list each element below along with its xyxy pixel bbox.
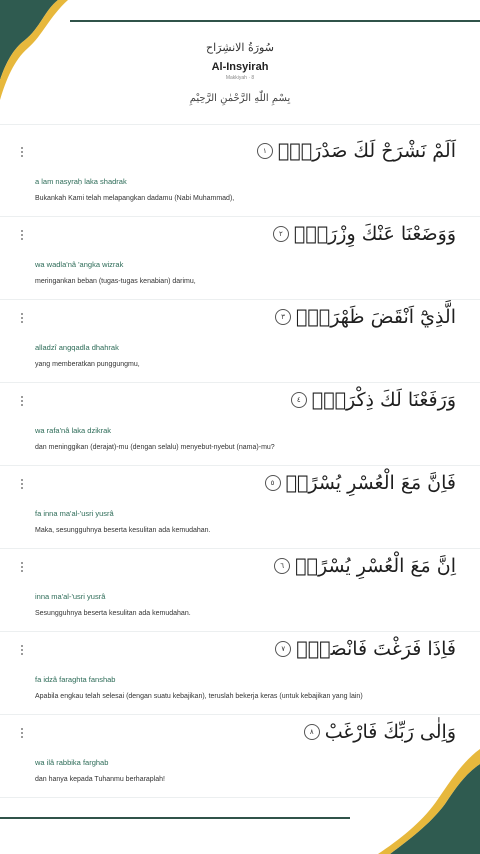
more-options-icon[interactable] [19, 479, 25, 491]
ayah-arabic [273, 223, 456, 245]
ayah-translation: Sesungguhnya beserta kesulitan ada kemudahan. [35, 610, 191, 617]
basmala: بِسْمِ اللّٰهِ الرَّحْمٰنِ الرَّحِيْمِ [189, 93, 291, 104]
ayah-arabic-text: وَاِلٰى رَبِّكَ فَارْغَبْ [324, 721, 456, 743]
ayah-item[interactable] [0, 383, 480, 465]
ayah-item[interactable] [0, 134, 480, 216]
frame-top-line [70, 20, 480, 22]
ayah-item[interactable] [0, 217, 480, 299]
ayah-transliteration: alladzî angqadla dhahrak [35, 343, 119, 352]
ayah-item[interactable] [0, 300, 480, 382]
ayah-transliteration: fa idzâ faraghta fanshab [35, 675, 116, 684]
more-options-icon[interactable] [19, 147, 25, 159]
ayah-item[interactable] [0, 466, 480, 548]
ayah-number-icon: ٧ [275, 641, 291, 657]
ayah-arabic [265, 472, 456, 494]
more-options-icon[interactable] [19, 728, 25, 740]
ayah-translation: dan hanya kepada Tuhanmu berharaplah! [35, 776, 165, 783]
more-options-icon[interactable] [19, 313, 25, 325]
more-options-icon[interactable] [19, 396, 25, 408]
ayah-number-icon: ٥ [265, 475, 281, 491]
ayah-arabic [257, 140, 456, 162]
ayah-transliteration: fa inna ma'al-'usri yusrâ [35, 509, 114, 518]
ayah-translation: yang memberatkan punggungmu, [35, 361, 140, 368]
surah-meta: Makkiyah · 8 [225, 75, 255, 81]
ayah-transliteration: wa rafa'nâ laka dzikrak [35, 426, 112, 435]
ayah-arabic-text: وَرَفَعْنَا لَكَ ذِكْرَكَۗ [311, 389, 456, 411]
ayah-number-icon: ١ [257, 143, 273, 159]
ayah-arabic [275, 638, 456, 660]
more-options-icon[interactable] [19, 645, 25, 657]
ayah-transliteration: inna ma'al-'usri yusrâ [35, 592, 106, 601]
ayah-arabic [304, 721, 456, 743]
ayah-number-icon: ٤ [291, 392, 307, 408]
ayah-number-icon: ٨ [304, 724, 320, 740]
surah-header [0, 38, 480, 104]
ayah-item[interactable] [0, 632, 480, 714]
corner-ornament-bottom-right [350, 744, 480, 854]
ayah-number-icon: ٦ [274, 558, 290, 574]
ayah-arabic-text: الَّذِيْٓ اَنْقَضَ ظَهْرَكَۙ [295, 306, 456, 328]
ayah-translation: Apabila engkau telah selesai (dengan suatu kebajikan), teruslah bekerja keras (untuk kebajikan yang lain) [35, 693, 363, 700]
ayah-arabic [275, 306, 456, 328]
more-options-icon[interactable] [19, 562, 25, 574]
more-options-icon[interactable] [19, 230, 25, 242]
ayah-transliteration: wa wadla'nâ 'angka wizrak [35, 260, 124, 269]
frame-bottom-line [0, 817, 350, 819]
ayah-transliteration: a lam nasyraḥ laka shadrak [35, 177, 127, 186]
ayah-arabic-text: اِنَّ مَعَ الْعُسْرِ يُسْرًاۗ [295, 555, 456, 577]
ayah-transliteration: wa ilâ rabbika farghab [35, 758, 109, 767]
ayah-translation: meringankan beban (tugas-tugas kenabian) darimu, [35, 278, 196, 285]
ayah-translation: Bukankah Kami telah melapangkan dadamu (Nabi Muhammad), [35, 195, 235, 202]
ayah-number-icon: ٢ [273, 226, 289, 242]
ayah-item[interactable] [0, 549, 480, 631]
divider [0, 124, 480, 125]
ayah-translation: dan meninggikan (derajat)-mu (dengan selalu) menyebut-nyebut (nama)-mu? [35, 444, 275, 451]
ayah-arabic [291, 389, 456, 411]
ayah-number-icon: ٣ [275, 309, 291, 325]
ayah-arabic-text: فَاِذَا فَرَغْتَ فَانْصَبْۙ [296, 638, 456, 660]
corner-ornament-top-left [0, 0, 70, 100]
surah-calligraphy: سُورَةُ الانشِرَاح [206, 41, 274, 54]
ayah-arabic-text: وَوَضَعْنَا عَنْكَ وِزْرَكَۙ [293, 223, 456, 245]
ayah-arabic-text: اَلَمْ نَشْرَحْ لَكَ صَدْرَكَۙ [277, 140, 456, 162]
ayah-arabic-text: فَاِنَّ مَعَ الْعُسْرِ يُسْرًاۙ [285, 472, 456, 494]
surah-title: Al-Insyirah [211, 61, 269, 73]
ayah-translation: Maka, sesungguhnya beserta kesulitan ada kemudahan. [35, 527, 211, 534]
ayah-arabic [274, 555, 456, 577]
